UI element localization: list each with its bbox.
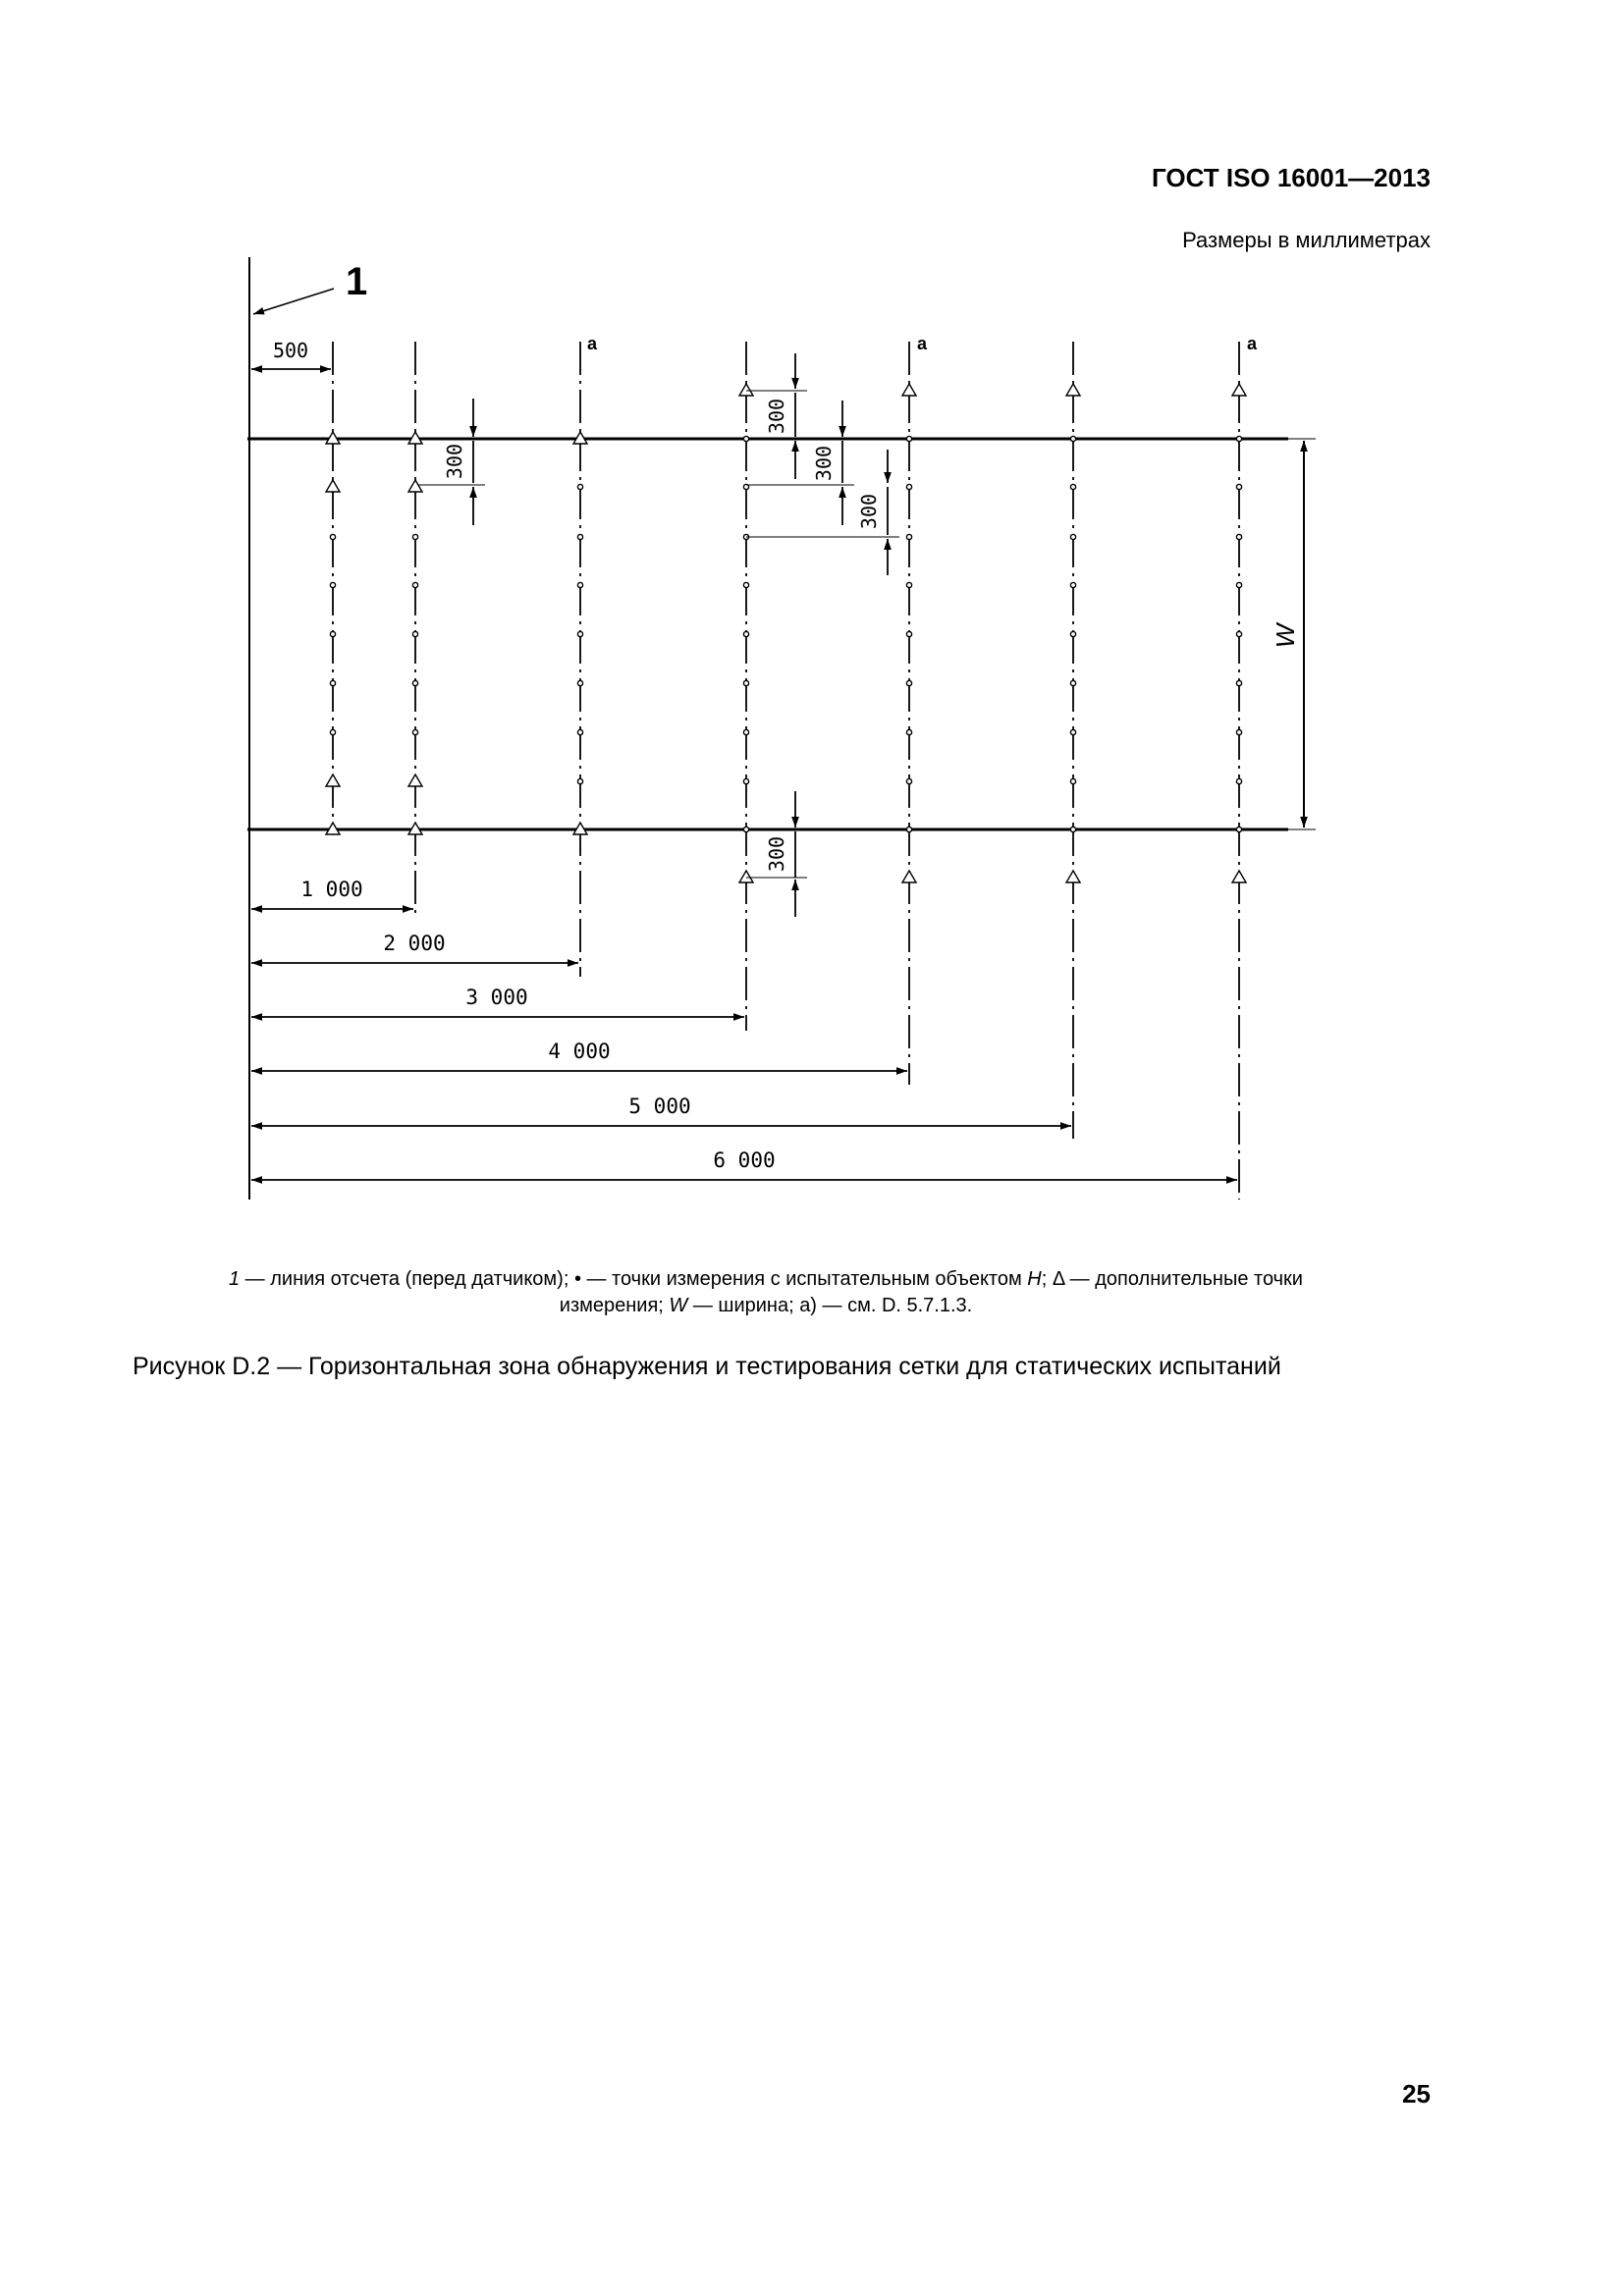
measurement-point (412, 534, 417, 539)
additional-point (326, 480, 340, 492)
additional-point (408, 480, 422, 492)
legend-text: — линия отсчета (перед датчиком); • — точки измерения с испытательным объектом (240, 1268, 1028, 1290)
measurement-point (1236, 631, 1241, 636)
offset-label: 500 (272, 339, 309, 362)
measurement-point (577, 582, 582, 587)
measurement-point (577, 680, 582, 685)
standard-header: ГОСТ ISO 16001—2013 (1151, 163, 1431, 192)
distance-label: 4 000 (548, 1040, 611, 1063)
measurement-point (743, 778, 748, 783)
measurement-point (330, 729, 335, 734)
measurement-point (412, 680, 417, 685)
figure-legend (147, 1266, 1384, 1319)
additional-point (739, 384, 753, 396)
distance-label: 6 000 (713, 1148, 776, 1172)
measurement-point (906, 484, 911, 489)
measurement-point (577, 631, 582, 636)
additional-point (408, 774, 422, 786)
measurement-point (577, 484, 582, 489)
measurement-point (1070, 631, 1075, 636)
additional-point (1066, 384, 1080, 396)
measurement-point (1236, 582, 1241, 587)
units-note: Размеры в миллиметрах (1182, 228, 1431, 252)
additional-point (1232, 384, 1246, 396)
spacing-label: 300 (443, 443, 466, 480)
measurement-point (577, 534, 582, 539)
note-a-marker: a (917, 334, 928, 353)
distance-label: 3 000 (465, 986, 528, 1009)
measurement-point (1236, 680, 1241, 685)
measurement-point (1070, 534, 1075, 539)
measurement-point (743, 582, 748, 587)
measurement-point (1070, 827, 1075, 831)
measurement-point (743, 631, 748, 636)
measurement-point (1070, 582, 1075, 587)
measurement-point (906, 827, 911, 831)
legend-text: измерения; (559, 1295, 670, 1316)
measurement-point (1236, 729, 1241, 734)
additional-point (902, 871, 916, 882)
callout-number: 1 (346, 260, 368, 303)
measurement-point (906, 680, 911, 685)
measurement-point (1070, 729, 1075, 734)
legend-symbol-h: H (1027, 1268, 1042, 1290)
measurement-point (1236, 534, 1241, 539)
measurement-point (412, 582, 417, 587)
measurement-point (1070, 484, 1075, 489)
measurement-point (412, 631, 417, 636)
measurement-point (743, 827, 748, 831)
measurement-point (1070, 778, 1075, 783)
spacing-label: 300 (765, 835, 788, 873)
measurement-point (906, 729, 911, 734)
measurement-point (412, 729, 417, 734)
spacing-label: 300 (812, 445, 836, 482)
measurement-point (743, 436, 748, 441)
legend-symbol-w: W (669, 1295, 688, 1316)
spacing-label: 300 (765, 398, 788, 435)
note-a-marker: a (1247, 334, 1258, 353)
measurement-point (577, 778, 582, 783)
measurement-point (743, 680, 748, 685)
distance-label: 2 000 (383, 932, 446, 955)
measurement-point (1236, 436, 1241, 441)
additional-point (1066, 871, 1080, 882)
measurement-point (1236, 484, 1241, 489)
additional-point (326, 774, 340, 786)
measurement-point (577, 729, 582, 734)
measurement-point (1236, 778, 1241, 783)
measurement-point (906, 436, 911, 441)
measurement-point (330, 534, 335, 539)
measurement-point (743, 729, 748, 734)
measurement-point (330, 680, 335, 685)
legend-text: — ширина; а) — см. D. 5.7.1.3. (687, 1295, 973, 1316)
measurement-point (1070, 680, 1075, 685)
measurement-point (330, 582, 335, 587)
measurement-point (906, 778, 911, 783)
measurement-point (1236, 827, 1241, 831)
measurement-point (906, 631, 911, 636)
measurement-point (906, 534, 911, 539)
measurement-point (330, 631, 335, 636)
spacing-label: 300 (857, 493, 881, 530)
measurement-point (1070, 436, 1075, 441)
width-label: W (1271, 623, 1300, 649)
distance-label: 1 000 (300, 878, 363, 901)
legend-item-number: 1 (229, 1268, 241, 1290)
note-a-marker: a (587, 334, 598, 353)
additional-point (902, 384, 916, 396)
callout-leader (253, 289, 334, 314)
measurement-point (906, 582, 911, 587)
additional-point (739, 871, 753, 882)
additional-point (1232, 871, 1246, 882)
page-number: 25 (1402, 2079, 1431, 2109)
distance-label: 5 000 (628, 1095, 691, 1118)
figure-caption: Рисунок D.2 — Горизонтальная зона обнаружения и тестирования сетки для статических испытаний (133, 1353, 1281, 1380)
legend-text: ; Δ — дополнительные точки (1041, 1268, 1303, 1290)
